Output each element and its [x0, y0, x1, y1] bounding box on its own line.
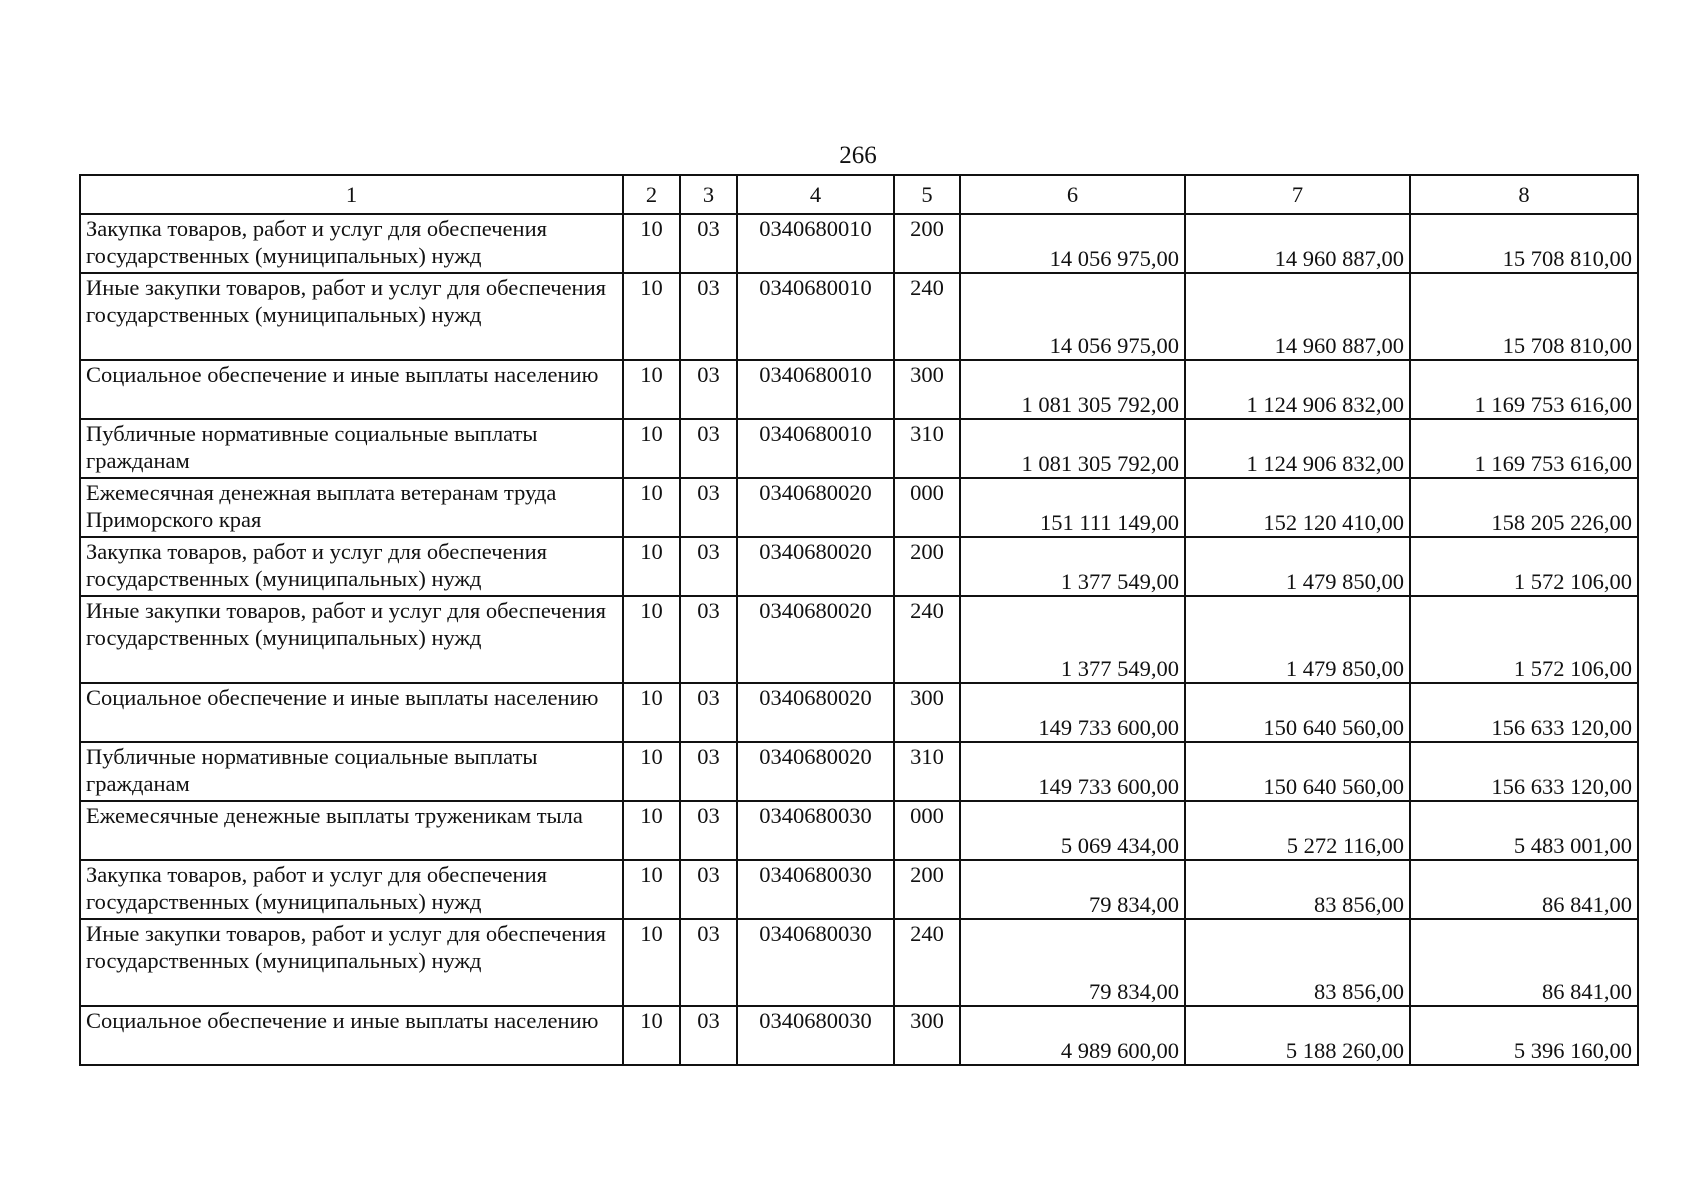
expense-type-code: 240	[894, 919, 960, 1006]
amount-col-7: 5 188 260,00	[1185, 1006, 1410, 1065]
item-name: Закупка товаров, работ и услуг для обеспечения государственных (муниципальных) нужд	[80, 214, 623, 273]
target-article-code: 0340680010	[737, 214, 894, 273]
expense-type-code: 200	[894, 537, 960, 596]
subsection-code: 03	[680, 478, 737, 537]
header-cell-4: 4	[737, 175, 894, 214]
amount-col-8: 1 572 106,00	[1410, 537, 1638, 596]
expense-type-code: 300	[894, 683, 960, 742]
header-cell-8: 8	[1410, 175, 1638, 214]
amount-col-6: 149 733 600,00	[960, 683, 1185, 742]
target-article-code: 0340680020	[737, 596, 894, 683]
amount-col-7: 14 960 887,00	[1185, 273, 1410, 360]
subsection-code: 03	[680, 683, 737, 742]
header-cell-2: 2	[623, 175, 680, 214]
amount-col-7: 1 479 850,00	[1185, 596, 1410, 683]
table-row	[80, 1006, 1638, 1065]
target-article-code: 0340680020	[737, 742, 894, 801]
subsection-code: 03	[680, 860, 737, 919]
section-code: 10	[623, 537, 680, 596]
item-name: Социальное обеспечение и иные выплаты населению	[80, 683, 623, 742]
item-name: Закупка товаров, работ и услуг для обеспечения государственных (муниципальных) нужд	[80, 860, 623, 919]
item-name: Ежемесячные денежные выплаты труженикам тыла	[80, 801, 623, 860]
table-row	[80, 478, 1638, 537]
table-row	[80, 596, 1638, 683]
amount-col-8: 158 205 226,00	[1410, 478, 1638, 537]
table-row	[80, 801, 1638, 860]
target-article-code: 0340680020	[737, 537, 894, 596]
expense-type-code: 240	[894, 273, 960, 360]
amount-col-6: 1 377 549,00	[960, 596, 1185, 683]
section-code: 10	[623, 360, 680, 419]
subsection-code: 03	[680, 537, 737, 596]
target-article-code: 0340680030	[737, 919, 894, 1006]
section-code: 10	[623, 860, 680, 919]
amount-col-7: 83 856,00	[1185, 860, 1410, 919]
amount-col-8: 15 708 810,00	[1410, 273, 1638, 360]
page-number: 266	[839, 142, 877, 169]
header-cell-6: 6	[960, 175, 1185, 214]
item-name: Публичные нормативные социальные выплаты гражданам	[80, 419, 623, 478]
amount-col-8: 5 396 160,00	[1410, 1006, 1638, 1065]
item-name: Иные закупки товаров, работ и услуг для обеспечения государственных (муниципальных) нужд	[80, 273, 623, 360]
amount-col-7: 150 640 560,00	[1185, 742, 1410, 801]
expense-type-code: 300	[894, 360, 960, 419]
budget-table	[79, 174, 1639, 1066]
target-article-code: 0340680030	[737, 1006, 894, 1065]
amount-col-6: 14 056 975,00	[960, 273, 1185, 360]
amount-col-8: 156 633 120,00	[1410, 742, 1638, 801]
header-cell-3: 3	[680, 175, 737, 214]
amount-col-7: 152 120 410,00	[1185, 478, 1410, 537]
target-article-code: 0340680020	[737, 683, 894, 742]
amount-col-6: 14 056 975,00	[960, 214, 1185, 273]
table-row	[80, 683, 1638, 742]
header-row	[80, 175, 1638, 214]
subsection-code: 03	[680, 360, 737, 419]
section-code: 10	[623, 478, 680, 537]
expense-type-code: 200	[894, 214, 960, 273]
expense-type-code: 310	[894, 419, 960, 478]
amount-col-7: 150 640 560,00	[1185, 683, 1410, 742]
subsection-code: 03	[680, 801, 737, 860]
item-name: Ежемесячная денежная выплата ветеранам труда Приморского края	[80, 478, 623, 537]
target-article-code: 0340680010	[737, 360, 894, 419]
subsection-code: 03	[680, 273, 737, 360]
amount-col-8: 86 841,00	[1410, 919, 1638, 1006]
expense-type-code: 240	[894, 596, 960, 683]
amount-col-7: 1 479 850,00	[1185, 537, 1410, 596]
expense-type-code: 000	[894, 801, 960, 860]
amount-col-8: 1 572 106,00	[1410, 596, 1638, 683]
item-name: Социальное обеспечение и иные выплаты населению	[80, 1006, 623, 1065]
header-cell-1: 1	[80, 175, 623, 214]
amount-col-7: 1 124 906 832,00	[1185, 419, 1410, 478]
amount-col-6: 1 081 305 792,00	[960, 419, 1185, 478]
subsection-code: 03	[680, 419, 737, 478]
expense-type-code: 200	[894, 860, 960, 919]
header-cell-5: 5	[894, 175, 960, 214]
section-code: 10	[623, 596, 680, 683]
amount-col-6: 1 377 549,00	[960, 537, 1185, 596]
target-article-code: 0340680030	[737, 860, 894, 919]
amount-col-6: 79 834,00	[960, 860, 1185, 919]
table-row	[80, 537, 1638, 596]
item-name: Публичные нормативные социальные выплаты гражданам	[80, 742, 623, 801]
table-row	[80, 419, 1638, 478]
amount-col-8: 1 169 753 616,00	[1410, 360, 1638, 419]
expense-type-code: 310	[894, 742, 960, 801]
amount-col-6: 149 733 600,00	[960, 742, 1185, 801]
amount-col-7: 83 856,00	[1185, 919, 1410, 1006]
table-row	[80, 214, 1638, 273]
amount-col-7: 5 272 116,00	[1185, 801, 1410, 860]
table-row	[80, 360, 1638, 419]
section-code: 10	[623, 801, 680, 860]
expense-type-code: 300	[894, 1006, 960, 1065]
section-code: 10	[623, 273, 680, 360]
table-row	[80, 742, 1638, 801]
header-cell-7: 7	[1185, 175, 1410, 214]
amount-col-7: 1 124 906 832,00	[1185, 360, 1410, 419]
amount-col-6: 79 834,00	[960, 919, 1185, 1006]
amount-col-6: 5 069 434,00	[960, 801, 1185, 860]
amount-col-8: 1 169 753 616,00	[1410, 419, 1638, 478]
subsection-code: 03	[680, 919, 737, 1006]
amount-col-8: 5 483 001,00	[1410, 801, 1638, 860]
target-article-code: 0340680020	[737, 478, 894, 537]
amount-col-8: 15 708 810,00	[1410, 214, 1638, 273]
section-code: 10	[623, 683, 680, 742]
amount-col-6: 4 989 600,00	[960, 1006, 1185, 1065]
target-article-code: 0340680030	[737, 801, 894, 860]
subsection-code: 03	[680, 742, 737, 801]
amount-col-8: 86 841,00	[1410, 860, 1638, 919]
amount-col-7: 14 960 887,00	[1185, 214, 1410, 273]
item-name: Социальное обеспечение и иные выплаты населению	[80, 360, 623, 419]
amount-col-6: 151 111 149,00	[960, 478, 1185, 537]
section-code: 10	[623, 214, 680, 273]
target-article-code: 0340680010	[737, 419, 894, 478]
subsection-code: 03	[680, 214, 737, 273]
table-row	[80, 919, 1638, 1006]
subsection-code: 03	[680, 1006, 737, 1065]
section-code: 10	[623, 1006, 680, 1065]
expense-type-code: 000	[894, 478, 960, 537]
amount-col-6: 1 081 305 792,00	[960, 360, 1185, 419]
section-code: 10	[623, 742, 680, 801]
amount-col-8: 156 633 120,00	[1410, 683, 1638, 742]
section-code: 10	[623, 919, 680, 1006]
section-code: 10	[623, 419, 680, 478]
table-row	[80, 273, 1638, 360]
subsection-code: 03	[680, 596, 737, 683]
item-name: Закупка товаров, работ и услуг для обеспечения государственных (муниципальных) нужд	[80, 537, 623, 596]
target-article-code: 0340680010	[737, 273, 894, 360]
item-name: Иные закупки товаров, работ и услуг для обеспечения государственных (муниципальных) нужд	[80, 596, 623, 683]
item-name: Иные закупки товаров, работ и услуг для обеспечения государственных (муниципальных) нужд	[80, 919, 623, 1006]
table-row	[80, 860, 1638, 919]
